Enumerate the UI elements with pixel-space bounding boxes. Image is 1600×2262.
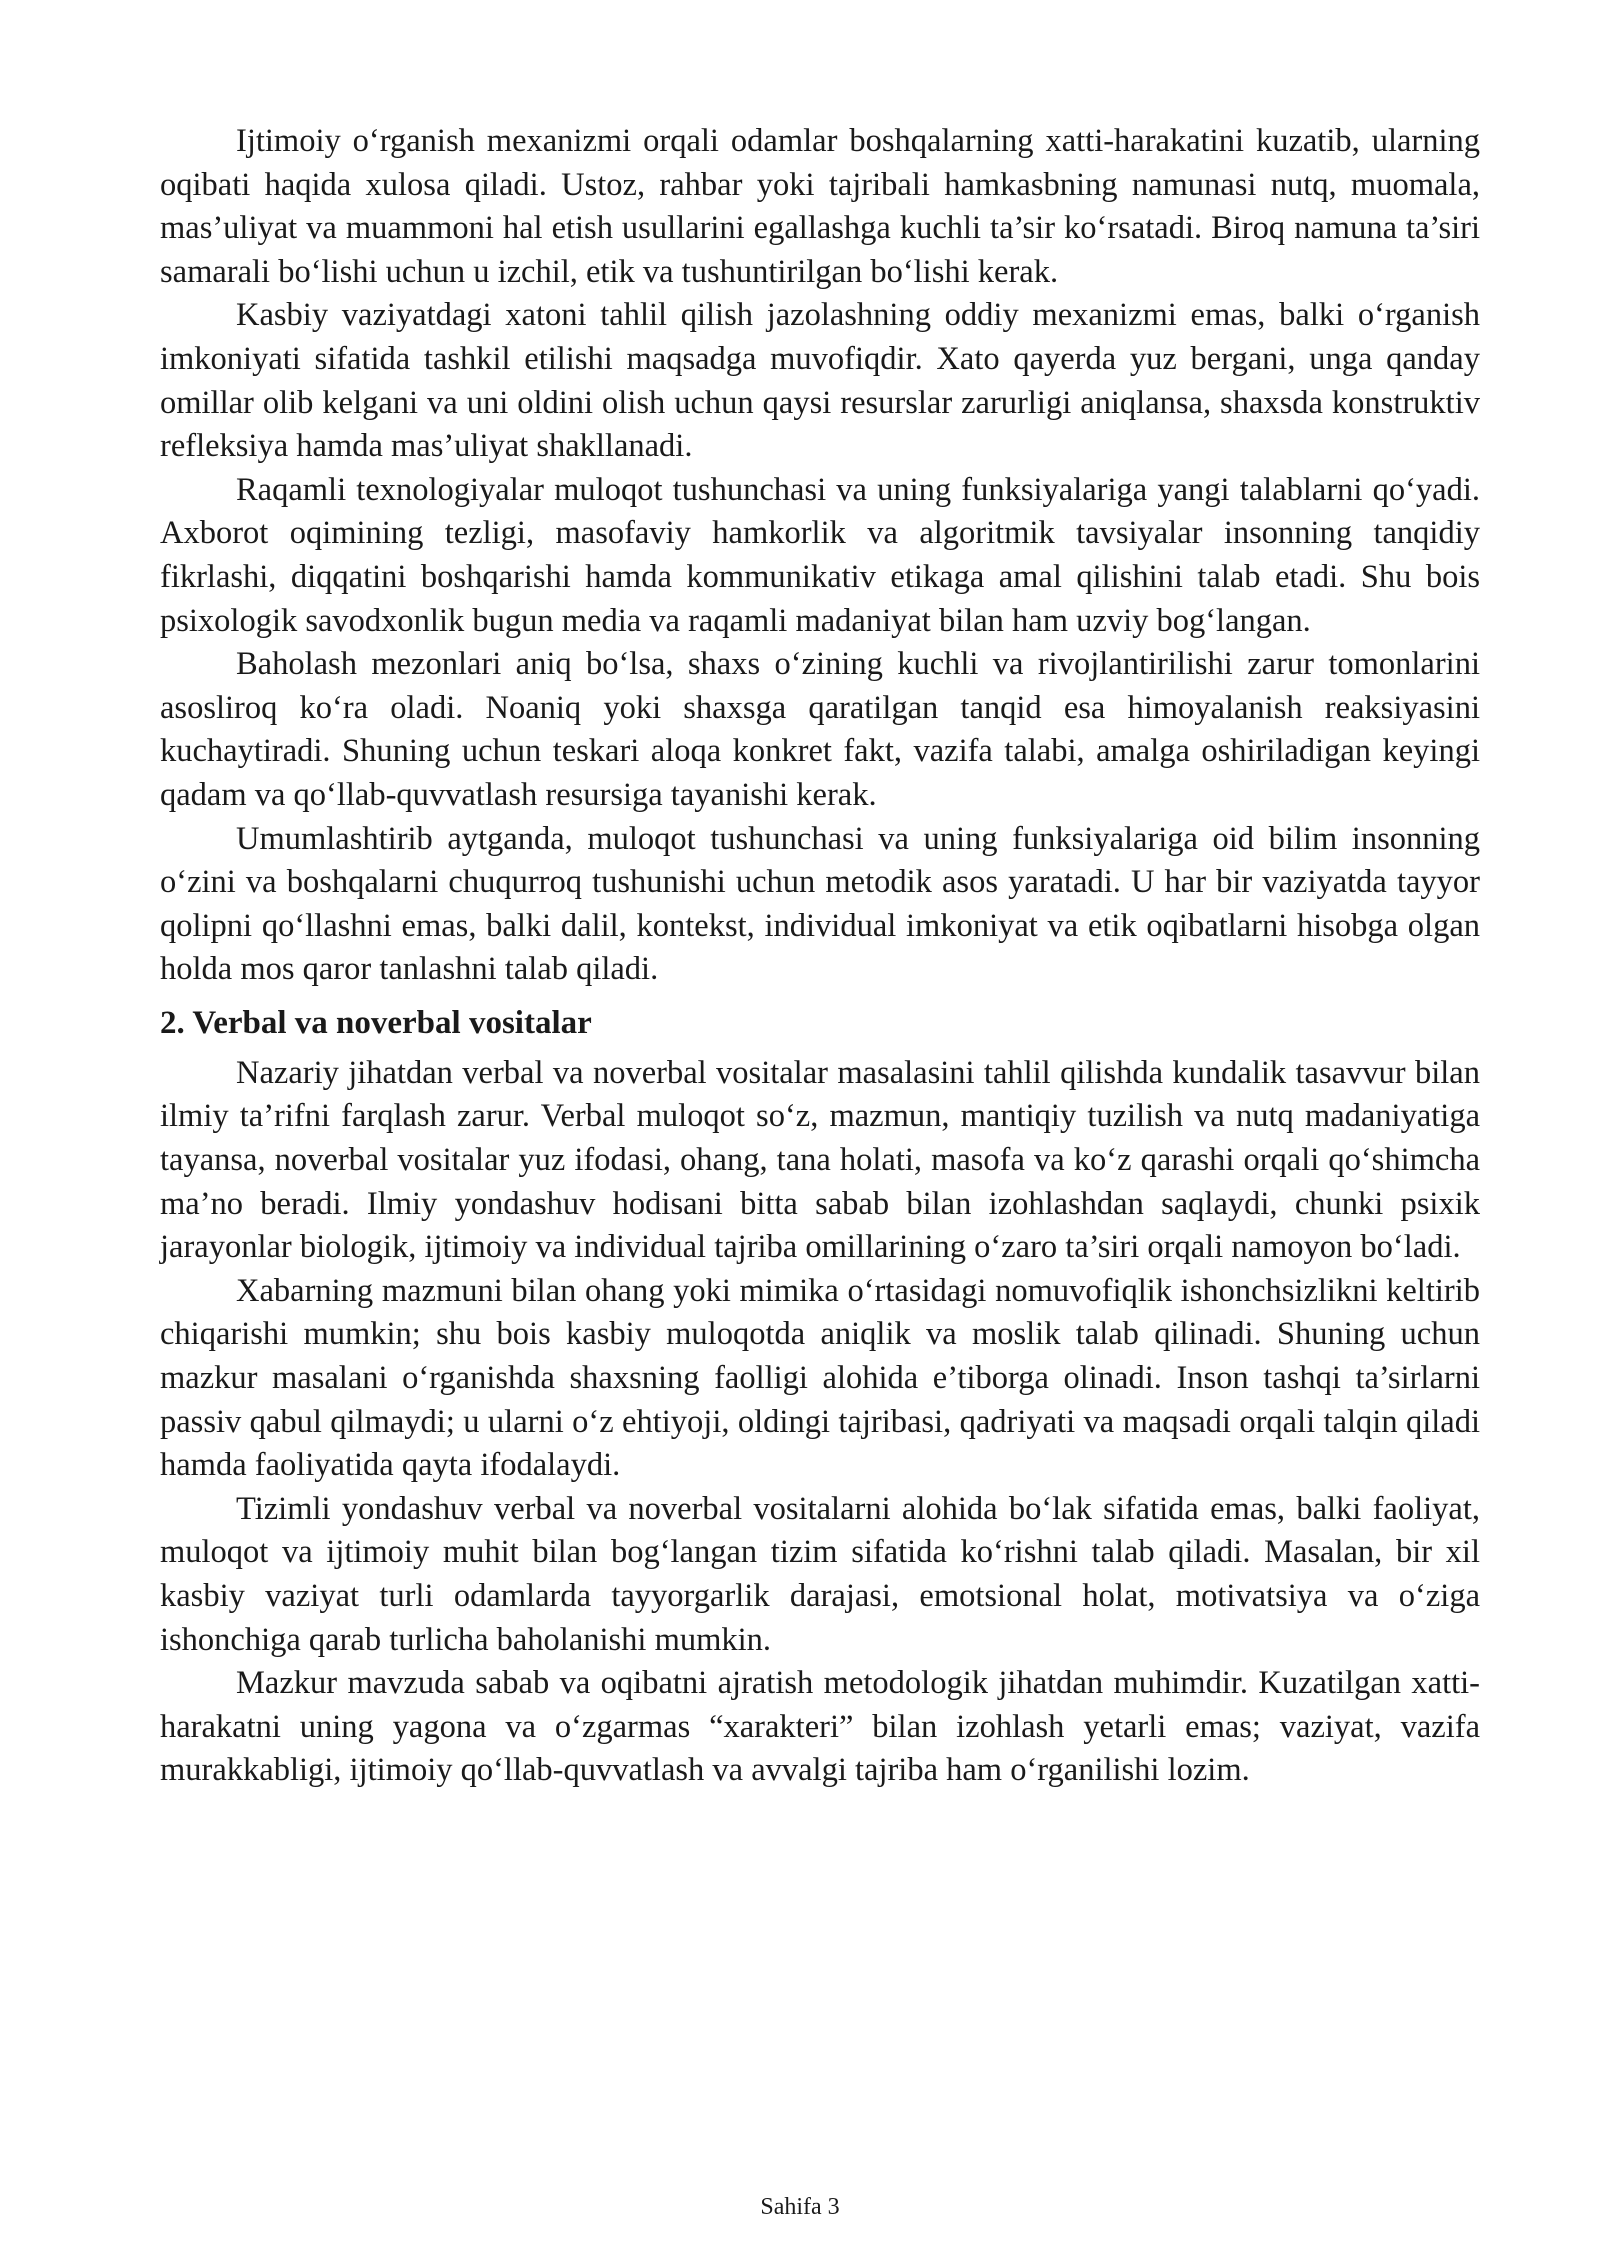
paragraph-systemic-approach: Tizimli yondashuv verbal va noverbal vositalarni alohida bo‘lak sifatida emas, balki faoliyat, muloqot va ijtimoiy muhit bilan bog‘langan tizim sifatida ko‘rishni talab qiladi. Masalan, bir xil kasbiy vaziyat turli odamlarda tayyorgarlik darajasi, emotsional holat, motivatsiya va o‘ziga ishonchiga qarab turlicha baholanishi mumkin. [160,1490,1480,1658]
section-heading: 2. Verbal va noverbal vositalar [160,1004,592,1041]
paragraph-cause-effect: Mazkur mavzuda sabab va oqibatni ajratish metodologik jihatdan muhimdir. Kuzatilgan xatti-harakatni uning yagona va o‘zgarmas “xarakteri” bilan izohlash yetarli emas; vaziyat, vazifa murakkabligi, ijtimoiy qo‘llab-quvvatlash va avvalgi tajriba ham o‘rganilishi lozim. [160,1665,1480,1789]
paragraph-assessment-criteria: Baholash mezonlari aniq bo‘lsa, shaxs o‘zining kuchli va rivojlantirilishi zarur tomonlarini asosliroq ko‘ra oladi. Noaniq yoki shaxsga qaratilgan tanqid esa himoyalanish reaksiyasini kuchaytiradi. Shuning uchun teskari aloqa konkret fakt, vazifa talabi, amalga oshiriladigan keyingi qadam va qo‘llab-quvvatlash resursiga tayanishi kerak. [160,646,1480,813]
paragraph-theoretical-approach: Nazariy jihatdan verbal va noverbal vositalar masalasini tahlil qilishda kundalik tasavvur bilan ilmiy ta’rifni farqlash zarur. Verbal muloqot so‘z, mazmun, mantiqiy tuzilish va nutq madaniyatiga tayansa, noverbal vositalar yuz ifodasi, ohang, tana holati, masofa va ko‘z qarashi orqali qo‘shimcha ma’no beradi. Ilmiy yondashuv hodisani bitta sabab bilan izohlashdan saqlaydi, chunki psixik jarayonlar biologik, ijtimoiy va individual tajriba omillarining o‘zaro ta’siri orqali namoyon bo‘ladi. [160,1054,1480,1266]
paragraph-social-learning: Ijtimoiy o‘rganish mexanizmi orqali odamlar boshqalarning xatti-harakatini kuzatib, ularning oqibati haqida xulosa qiladi. Ustoz, rahbar yoki tajribali hamkasbning namunasi nutq, muomala, mas’uliyat va muammoni hal etish usullarini egallashga kuchli ta’sir ko‘rsatadi. Biroq namuna ta’siri samarali bo‘lishi uchun u izchil, etik va tushuntirilgan bo‘lishi kerak. [160,123,1480,290]
paragraph-message-mismatch: Xabarning mazmuni bilan ohang yoki mimika o‘rtasidagi nomuvofiqlik ishonchsizlikni keltirib chiqarishi mumkin; shu bois kasbiy muloqotda aniqlik va moslik talab qilinadi. Shuning uchun mazkur masalani o‘rganishda shaxsning faolligi alohida e’tiborga olinadi. Inson tashqi ta’sirlarni passiv qabul qilmaydi; u ularni o‘z ehtiyoji, oldingi tajribasi, qadriyati va maqsadi orqali talqin qiladi hamda faoliyatida qayta ifodalaydi. [160,1272,1480,1484]
page-body [160,120,1480,1793]
page-number: Sahifa 3 [760,2194,840,2220]
paragraph-error-analysis: Kasbiy vaziyatdagi xatoni tahlil qilish jazolashning oddiy mexanizmi emas, balki o‘rganish imkoniyati sifatida tashkil etilishi maqsadga muvofiqdir. Xato qayerda yuz bergani, unga qanday omillar olib kelgani va uni oldini olish uchun qaysi resurslar zarurligi aniqlansa, shaxsda konstruktiv refleksiya hamda mas’uliyat shakllanadi. [160,297,1480,465]
paragraph-summary: Umumlashtirib aytganda, muloqot tushunchasi va uning funksiyalariga oid bilim insonning o‘zini va boshqalarni chuqurroq tushunishi uchun metodik asos yaratadi. U har bir vaziyatda tayyor qolipni qo‘llashni emas, balki dalil, kontekst, individual imkoniyat va etik oqibatlarni hisobga olgan holda mos qaror tanlashni talab qiladi. [160,820,1480,988]
paragraph-digital-technologies: Raqamli texnologiyalar muloqot tushunchasi va uning funksiyalariga yangi talablarni qo‘yadi. Axborot oqimining tezligi, masofaviy hamkorlik va algoritmik tavsiyalar insonning tanqidiy fikrlashi, diqqatini boshqarishi hamda kommunikativ etikaga amal qilishini talab etadi. Shu bois psixologik savodxonlik bugun media va raqamli madaniyat bilan ham uzviy bog‘langan. [160,471,1480,639]
